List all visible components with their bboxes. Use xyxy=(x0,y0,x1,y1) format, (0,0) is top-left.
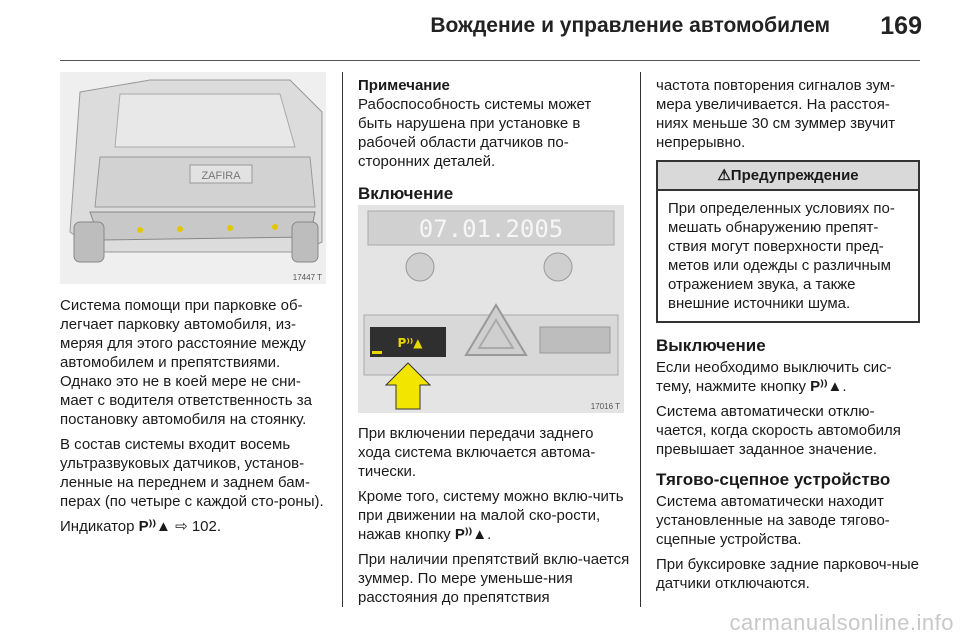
paragraph: При включении передачи заднего хода система включается автома-тически. xyxy=(358,425,596,480)
parking-assist-icon: P⁾⁾▲ xyxy=(454,526,488,543)
figure-code: 17016 T xyxy=(590,402,620,411)
column-divider-1 xyxy=(342,72,343,607)
warning-text: При определенных условиях по-мешать обнаружению препят-ствия могут поверхности пред-метов или одежды с различным отражением звука, а также внешние источники шума. xyxy=(668,200,895,312)
note-title: Примечание xyxy=(358,77,450,94)
paragraph-with-button xyxy=(656,358,920,396)
paragraph-suffix: . xyxy=(842,378,847,395)
indicator-label: Индикатор xyxy=(60,518,135,535)
parking-assist-icon: P⁾⁾▲ xyxy=(138,518,171,535)
warning-box xyxy=(656,160,920,323)
heading-towing: Тягово-сцепное устройство xyxy=(656,470,891,489)
page-title: Вождение и управление автомобилем xyxy=(430,14,830,37)
paragraph-suffix: . xyxy=(487,526,492,543)
parking-assist-icon: P⁾⁾▲ xyxy=(810,378,843,395)
paragraph-text: Если необходимо выключить сис-тему, нажмите кнопку xyxy=(656,359,892,395)
figure-car-rear xyxy=(60,72,326,284)
indicator-line xyxy=(60,517,328,536)
car-rear-illustration xyxy=(60,72,326,284)
paragraph: Система автоматически отклю-чается, когда скорость автомобиля превышает заданное значение. xyxy=(656,403,901,458)
column-2-lower xyxy=(358,424,630,613)
paragraph: Система автоматически находит установленные на заводе тягово-сцепные устройства. xyxy=(656,493,890,548)
column-1 xyxy=(60,296,328,542)
figure-code: 17447 T xyxy=(292,273,322,282)
page-number: 169 xyxy=(880,12,922,40)
page-reference: ⇨ 102. xyxy=(175,518,222,535)
column-2 xyxy=(358,76,628,206)
paragraph-with-button xyxy=(358,487,630,544)
paragraph: Система помощи при парковке об-легчает парковку автомобиля, из-меряя для этого расстояние между автомобилем и препятствиями. Однако это не в коей мере не сни-мает с водителя ответственность за постановку автомобиля на стоянку. xyxy=(60,297,312,428)
figure-dashboard-panel xyxy=(358,205,624,413)
heading-switch-off: Выключение xyxy=(656,336,766,355)
column-3 xyxy=(656,76,920,599)
paragraph: частота повторения сигналов зум-мера увеличивается. На расстоя-ниях меньше 30 см зуммер звучит непрерывно. xyxy=(656,77,896,151)
paragraph: В состав системы входит восемь ультразвуковых датчиков, установ-ленные на переднем и заднем бам-перах (по четыре с каждой сто-роны). xyxy=(60,436,324,510)
watermark: carmanualsonline.info xyxy=(729,610,954,635)
panel-button-symbol: P⁾⁾▲ xyxy=(397,336,423,350)
heading-switch-on: Включение xyxy=(358,184,454,203)
panel-display: 07.01.2005 xyxy=(418,215,564,243)
panel-illustration xyxy=(358,205,624,413)
column-divider-2 xyxy=(640,72,641,607)
note-text: Рабоспособность системы может быть нарушена при установке в рабочей области датчиков по-сторонних деталей. xyxy=(358,96,592,170)
paragraph: При наличии препятствий вклю-чается зуммер. По мере уменьше-ния расстояния до препятствия xyxy=(358,551,630,606)
header-rule xyxy=(60,60,920,61)
car-badge: ZAFIRA xyxy=(201,170,241,182)
paragraph: При буксировке задние парковоч-ные датчики отключаются. xyxy=(656,556,919,592)
paragraph-text: Кроме того, систему можно вклю-чить при движении на малой ско-рости, нажав кнопку xyxy=(358,488,624,543)
warning-title: ⚠Предупреждение xyxy=(658,162,918,191)
